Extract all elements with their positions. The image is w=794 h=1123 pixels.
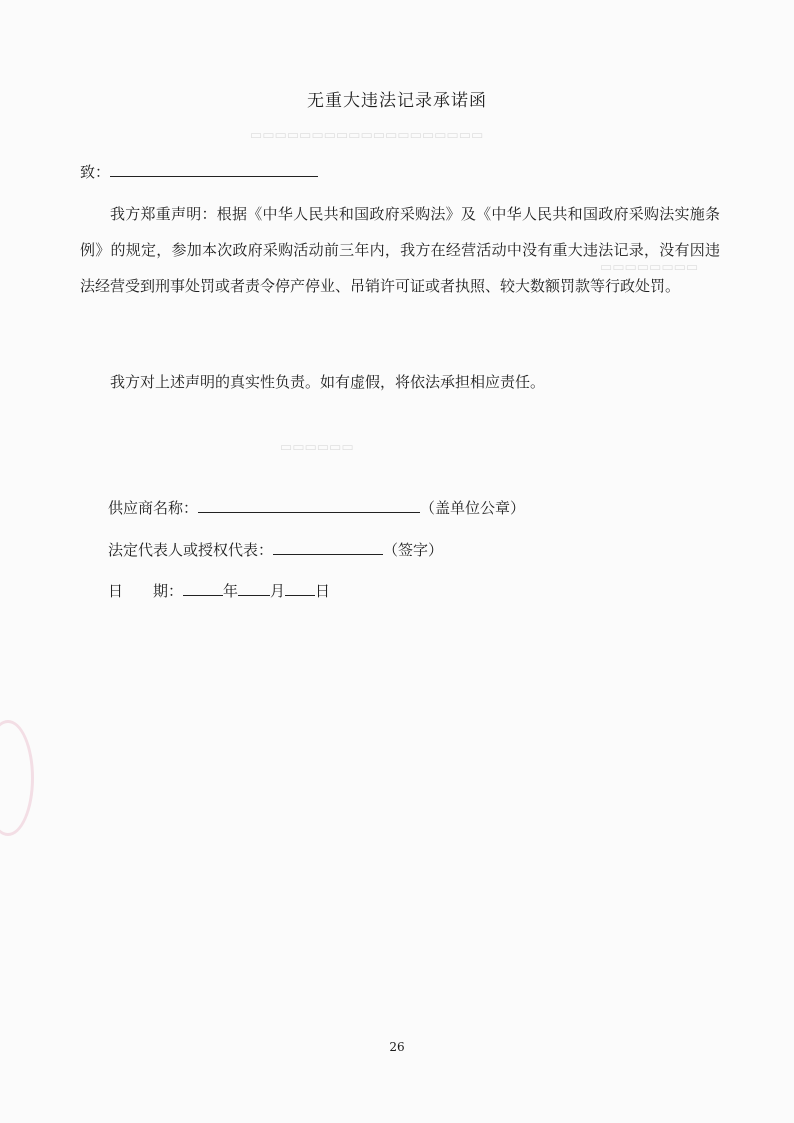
representative-label: 法定代表人或授权代表： — [108, 541, 274, 559]
year-label: 年 — [223, 582, 239, 600]
day-blank[interactable] — [285, 579, 315, 596]
addressee-label: 致： — [80, 163, 111, 181]
year-blank[interactable] — [183, 579, 223, 596]
responsibility-paragraph: 我方对上述声明的真实性负责。如有虚假，将依法承担相应责任。 — [110, 373, 546, 391]
representative-line — [108, 538, 443, 560]
supplier-label: 供应商名称： — [108, 499, 199, 517]
representative-note: （签字） — [383, 541, 444, 559]
stamp-edge-decoration — [0, 720, 34, 836]
date-line — [108, 579, 330, 601]
page-title: 无重大违法记录承诺函 — [307, 91, 487, 111]
month-label: 月 — [270, 582, 286, 600]
supplier-name-blank[interactable] — [198, 496, 420, 513]
date-label: 日 期： — [108, 582, 184, 600]
supplier-line — [108, 496, 525, 518]
bleed-through-text: ▭▭▭▭▭▭▭▭▭▭▭▭▭▭▭▭▭▭▭ — [250, 128, 484, 143]
addressee-blank[interactable] — [110, 160, 318, 177]
bleed-through-text: ▭▭▭▭▭▭ — [280, 440, 354, 455]
bleed-through-text: ▭▭▭▭▭▭▭▭ — [600, 260, 699, 275]
addressee-line — [80, 160, 318, 182]
month-blank[interactable] — [238, 579, 270, 596]
representative-signature-blank[interactable] — [273, 538, 383, 555]
page-number: 26 — [389, 1040, 405, 1054]
supplier-note: （盖单位公章） — [420, 499, 526, 517]
day-label: 日 — [315, 582, 331, 600]
declaration-paragraph: 我方郑重声明：根据《中华人民共和国政府采购法》及《中华人民共和国政府采购法实施条例》的规定，参加本次政府采购活动前三年内，我方在经营活动中没有重大违法记录，没有因违法经营受到刑事处罚或者责令停产停业、吊销许可证或者执照、较大数额罚款等行政处罚。 — [80, 205, 720, 295]
